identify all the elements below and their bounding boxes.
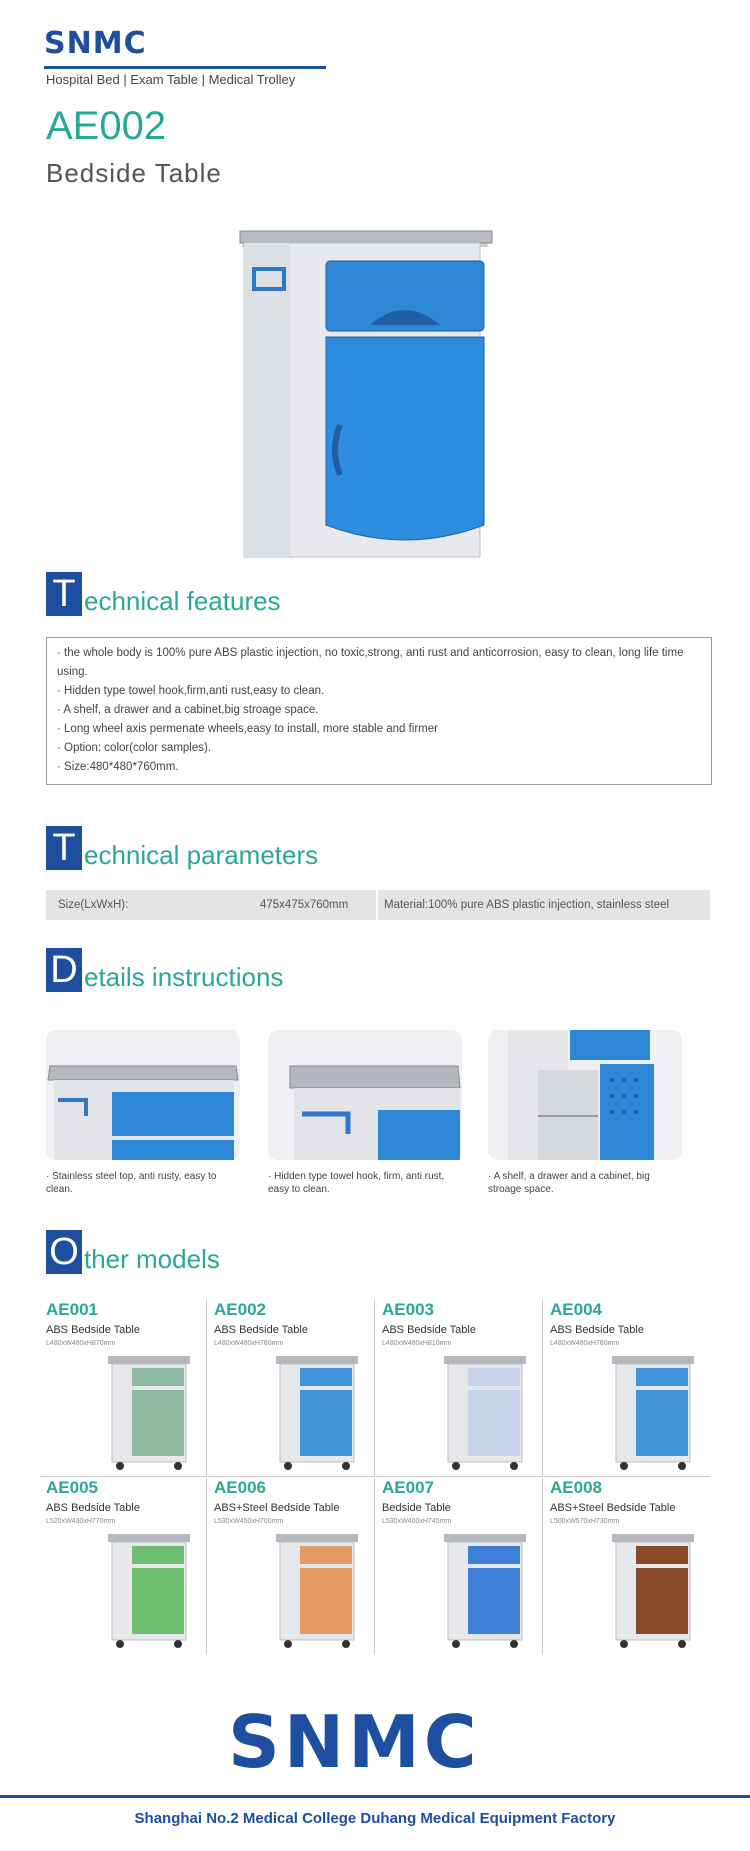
model-size: L530xW450xH700mm (214, 1518, 284, 1525)
feature-item: · the whole body is 100% pure ABS plastic injection, no toxic,strong, anti rust and anticorrosion, easy to clean, long life time using. (57, 647, 684, 678)
model-card (208, 1478, 375, 1654)
section-title-parameters (46, 826, 318, 870)
model-thumbnail (272, 1352, 362, 1472)
model-size: L500xW570xH730mm (550, 1518, 620, 1525)
feature-text: Option: color(color samples). (64, 742, 212, 754)
model-name: ABS Bedside Table (46, 1502, 140, 1514)
feature-item: · A shelf, a drawer and a cabinet,big stroage space. (57, 704, 319, 716)
model-thumbnail (104, 1530, 194, 1650)
model-size: L530xW400xH745mm (382, 1518, 452, 1525)
section-initial: T (46, 572, 82, 616)
model-thumbnail (440, 1352, 530, 1472)
model-card (40, 1478, 207, 1654)
section-title-features (46, 572, 281, 616)
model-thumbnail (608, 1352, 698, 1472)
features-box (46, 637, 712, 785)
model-name: ABS+Steel Bedside Table (214, 1502, 340, 1514)
model-card (544, 1478, 710, 1654)
model-size: L480xW480xH760mm (214, 1340, 284, 1347)
model-card (40, 1300, 207, 1477)
feature-text: A shelf, a drawer and a cabinet,big stroage space. (63, 704, 319, 716)
size-value: 475x475x760mm (260, 899, 349, 911)
feature-text: Size:480*480*760mm. (64, 761, 179, 773)
parameters-row (46, 890, 710, 920)
section-label: echnical features (84, 586, 281, 616)
model-name: ABS Bedside Table (550, 1324, 644, 1336)
model-card (544, 1300, 710, 1477)
feature-item: · Hidden type towel hook,firm,anti rust,easy to clean. (57, 685, 325, 697)
feature-text: the whole body is 100% pure ABS plastic injection, no toxic,strong, anti rust and anticorrosion, easy to clean, long life time using. (57, 647, 684, 678)
brand-logo: SNMC (44, 26, 147, 61)
model-code: AE001 (46, 1300, 98, 1319)
footer-logo: SNMC (228, 1700, 481, 1784)
model-size: L480xW480xH870mm (46, 1340, 116, 1347)
section-title-other-models (46, 1230, 220, 1274)
model-code: AE008 (550, 1478, 602, 1497)
footer-divider (0, 1795, 750, 1798)
model-name: ABS Bedside Table (214, 1324, 308, 1336)
model-size: L520xW430xH770mm (46, 1518, 116, 1525)
other-models-grid (40, 1300, 710, 1650)
model-code: AE004 (550, 1300, 602, 1319)
hero-product-image (230, 225, 500, 565)
detail-image-hook (268, 1030, 462, 1160)
model-thumbnail (608, 1530, 698, 1650)
size-label: Size(LxWxH): (58, 899, 129, 911)
section-label: ther models (84, 1244, 220, 1274)
detail-image-top (46, 1030, 240, 1160)
material-value: Material:100% pure ABS plastic injection, stainless steel (384, 899, 670, 911)
model-thumbnail (272, 1530, 362, 1650)
feature-item: · Long wheel axis permenate wheels,easy to install, more stable and firmer (57, 723, 438, 735)
features-list (57, 644, 701, 777)
section-title-details (46, 948, 283, 992)
section-initial: O (46, 1230, 82, 1274)
section-label: echnical parameters (84, 840, 319, 870)
model-name: ABS Bedside Table (382, 1324, 476, 1336)
param-divider (376, 890, 378, 920)
section-label: etails instructions (84, 962, 284, 992)
model-card (376, 1300, 543, 1477)
model-name: Bedside Table (382, 1502, 451, 1514)
model-code: AE003 (382, 1300, 434, 1319)
model-code: AE002 (214, 1300, 266, 1319)
section-initial: D (46, 948, 82, 992)
brand-tagline: Hospital Bed | Exam Table | Medical Trolley (46, 72, 296, 87)
factory-name: Shanghai No.2 Medical College Duhang Medical Equipment Factory (134, 1810, 616, 1827)
model-card (376, 1478, 543, 1654)
product-model: AE002 (46, 104, 167, 148)
feature-text: Hidden type towel hook,firm,anti rust,easy to clean. (64, 685, 325, 697)
model-size: L480xW480xH810mm (382, 1340, 452, 1347)
model-code: AE005 (46, 1478, 98, 1497)
model-size: L480xW480xH760mm (550, 1340, 620, 1347)
model-code: AE006 (214, 1478, 266, 1497)
model-code: AE007 (382, 1478, 434, 1497)
model-thumbnail (440, 1530, 530, 1650)
detail-caption-2: · Hidden type towel hook, firm, anti rust, easy to clean. (268, 1171, 445, 1195)
header-divider (44, 66, 326, 69)
model-name: ABS+Steel Bedside Table (550, 1502, 676, 1514)
product-name: Bedside Table (46, 158, 222, 188)
detail-image-cabinet (488, 1030, 682, 1160)
section-initial: T (46, 826, 82, 870)
model-name: ABS Bedside Table (46, 1324, 140, 1336)
feature-item: · Option: color(color samples). (57, 742, 212, 754)
detail-caption-1: · Stainless steel top, anti rusty, easy to clean. (46, 1171, 217, 1195)
model-card (208, 1300, 375, 1477)
detail-caption-3: · A shelf, a drawer and a cabinet, big stroage space. (488, 1171, 650, 1195)
model-thumbnail (104, 1352, 194, 1472)
feature-text: Long wheel axis permenate wheels,easy to install, more stable and firmer (64, 723, 438, 735)
feature-item: · Size:480*480*760mm. (57, 761, 179, 773)
